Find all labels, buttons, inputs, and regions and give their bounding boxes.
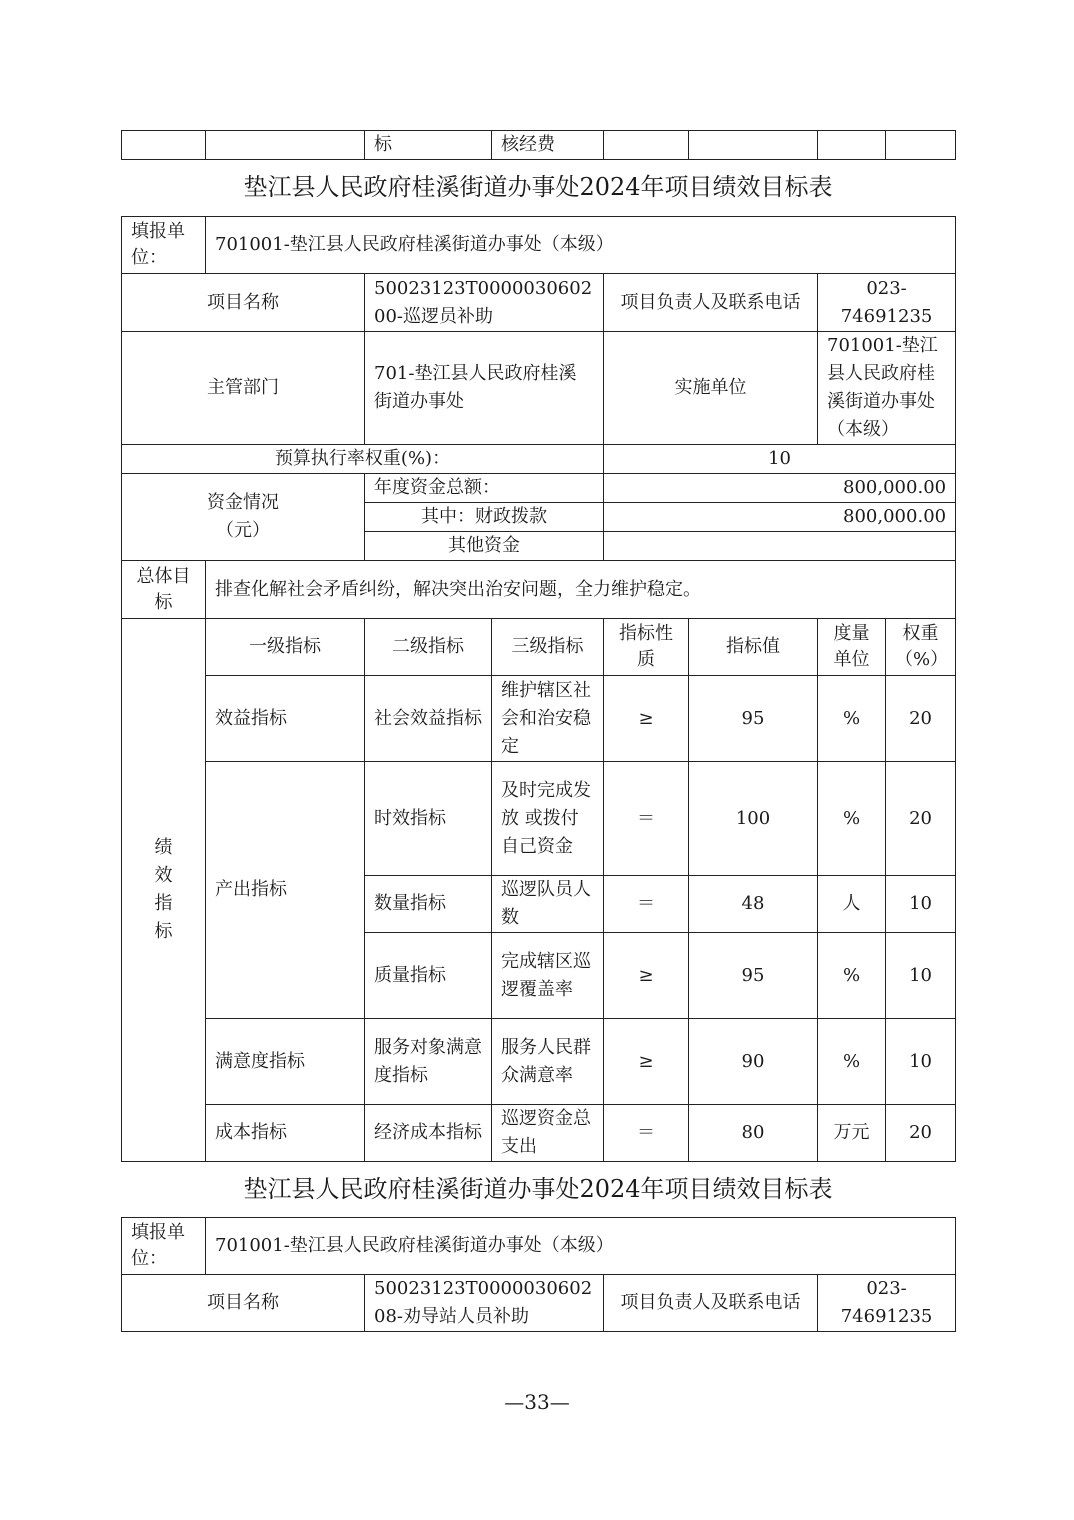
funds-total-value: 800,000.00 bbox=[604, 474, 956, 503]
header-unit: 度量单位 bbox=[818, 619, 886, 676]
level2-cell: 时效指标 bbox=[365, 762, 492, 876]
funds-total-label: 年度资金总额： bbox=[365, 474, 604, 503]
value-cell: 80 bbox=[689, 1105, 818, 1162]
perf-indicator-label bbox=[122, 619, 206, 1162]
level2-cell: 社会效益指标 bbox=[365, 676, 492, 762]
impl-label: 实施单位 bbox=[604, 332, 818, 445]
impl-value: 701001-垫江县人民政府桂溪街道办事处（本级） bbox=[818, 332, 956, 445]
overall-goal-label: 总体目标 bbox=[122, 561, 206, 619]
funds-other-value bbox=[604, 532, 956, 561]
performance-table-2 bbox=[121, 1217, 956, 1332]
level3-cell: 及时完成发放 或拨付自己资金 bbox=[492, 762, 604, 876]
header-weight: 权重（%） bbox=[886, 619, 956, 676]
contact-label: 项目负责人及联系电话 bbox=[604, 274, 818, 332]
unit-cell: % bbox=[818, 1019, 886, 1105]
header-value: 指标值 bbox=[689, 619, 818, 676]
weight-cell: 20 bbox=[886, 1105, 956, 1162]
funds-other-label: 其他资金 bbox=[365, 532, 604, 561]
performance-table-1 bbox=[121, 216, 956, 1162]
level1-satisfaction: 满意度指标 bbox=[206, 1019, 365, 1105]
level2-cell: 服务对象满意度指标 bbox=[365, 1019, 492, 1105]
cont-cell-7 bbox=[818, 131, 886, 160]
page-number: —33— bbox=[504, 1390, 570, 1414]
unit-value-2: 701001-垫江县人民政府桂溪街道办事处（本级） bbox=[206, 1218, 956, 1275]
table1-title: 垫江县人民政府桂溪街道办事处2024年项目绩效目标表 bbox=[243, 173, 833, 201]
cont-cell-6 bbox=[689, 131, 818, 160]
level3-cell: 完成辖区巡逻覆盖率 bbox=[492, 933, 604, 1019]
value-cell: 95 bbox=[689, 933, 818, 1019]
project-name-label-2: 项目名称 bbox=[122, 1275, 365, 1332]
unit-label-2: 填报单位： bbox=[122, 1218, 206, 1275]
overall-goal-value: 排查化解社会矛盾纠纷，解决突出治安问题，全力维护稳定。 bbox=[206, 561, 956, 619]
perf-indicator-text: 绩效指标 bbox=[154, 837, 173, 942]
cont-cell-1 bbox=[122, 131, 206, 160]
contact-value-2: 023-74691235 bbox=[818, 1275, 956, 1332]
level3-cell: 服务人民群众满意率 bbox=[492, 1019, 604, 1105]
nature-cell: ＝ bbox=[604, 876, 689, 933]
cont-cell-2 bbox=[206, 131, 365, 160]
unit-cell: % bbox=[818, 933, 886, 1019]
header-nature: 指标性质 bbox=[604, 619, 689, 676]
value-cell: 90 bbox=[689, 1019, 818, 1105]
level3-cell: 维护辖区社会和治安稳定 bbox=[492, 676, 604, 762]
level2-cell: 数量指标 bbox=[365, 876, 492, 933]
level1-output: 产出指标 bbox=[206, 762, 365, 1019]
cont-cell-8 bbox=[886, 131, 956, 160]
header-level2: 二级指标 bbox=[365, 619, 492, 676]
cont-cell-5 bbox=[604, 131, 689, 160]
level1-benefit: 效益指标 bbox=[206, 676, 365, 762]
value-cell: 95 bbox=[689, 676, 818, 762]
weight-cell: 10 bbox=[886, 876, 956, 933]
nature-cell: ≥ bbox=[604, 1019, 689, 1105]
dept-value: 701-垫江县人民政府桂溪街道办事处 bbox=[365, 332, 604, 445]
unit-value: 701001-垫江县人民政府桂溪街道办事处（本级） bbox=[206, 217, 956, 274]
unit-cell: 万元 bbox=[818, 1105, 886, 1162]
nature-cell: ＝ bbox=[604, 1105, 689, 1162]
unit-cell: 人 bbox=[818, 876, 886, 933]
unit-cell: % bbox=[818, 676, 886, 762]
header-level1: 一级指标 bbox=[206, 619, 365, 676]
contact-label-2: 项目负责人及联系电话 bbox=[604, 1275, 818, 1332]
cont-cell-4: 核经费 bbox=[492, 131, 604, 160]
value-cell: 100 bbox=[689, 762, 818, 876]
dept-label: 主管部门 bbox=[122, 332, 365, 445]
level3-cell: 巡逻队员人数 bbox=[492, 876, 604, 933]
weight-cell: 10 bbox=[886, 933, 956, 1019]
budget-weight-label: 预算执行率权重(%)： bbox=[122, 445, 604, 474]
funds-label: 资金情况（元） bbox=[122, 474, 365, 561]
cont-cell-3: 标 bbox=[365, 131, 492, 160]
funds-fiscal-label: 其中：财政拨款 bbox=[365, 503, 604, 532]
level2-cell: 质量指标 bbox=[365, 933, 492, 1019]
level1-cost: 成本指标 bbox=[206, 1105, 365, 1162]
weight-cell: 20 bbox=[886, 676, 956, 762]
funds-fiscal-value: 800,000.00 bbox=[604, 503, 956, 532]
weight-cell: 10 bbox=[886, 1019, 956, 1105]
nature-cell: ＝ bbox=[604, 762, 689, 876]
weight-cell: 20 bbox=[886, 762, 956, 876]
project-name-value: 50023123T000003060200-巡逻员补助 bbox=[365, 274, 604, 332]
budget-weight-value: 10 bbox=[604, 445, 956, 474]
project-name-label: 项目名称 bbox=[122, 274, 365, 332]
header-level3: 三级指标 bbox=[492, 619, 604, 676]
nature-cell: ≥ bbox=[604, 676, 689, 762]
level2-cell: 经济成本指标 bbox=[365, 1105, 492, 1162]
continuation-table bbox=[121, 130, 956, 160]
unit-cell: % bbox=[818, 762, 886, 876]
table2-title: 垫江县人民政府桂溪街道办事处2024年项目绩效目标表 bbox=[243, 1175, 833, 1203]
contact-value: 023-74691235 bbox=[818, 274, 956, 332]
nature-cell: ≥ bbox=[604, 933, 689, 1019]
value-cell: 48 bbox=[689, 876, 818, 933]
project-name-value-2: 50023123T000003060208-劝导站人员补助 bbox=[365, 1275, 604, 1332]
level3-cell: 巡逻资金总支出 bbox=[492, 1105, 604, 1162]
unit-label: 填报单位： bbox=[122, 217, 206, 274]
